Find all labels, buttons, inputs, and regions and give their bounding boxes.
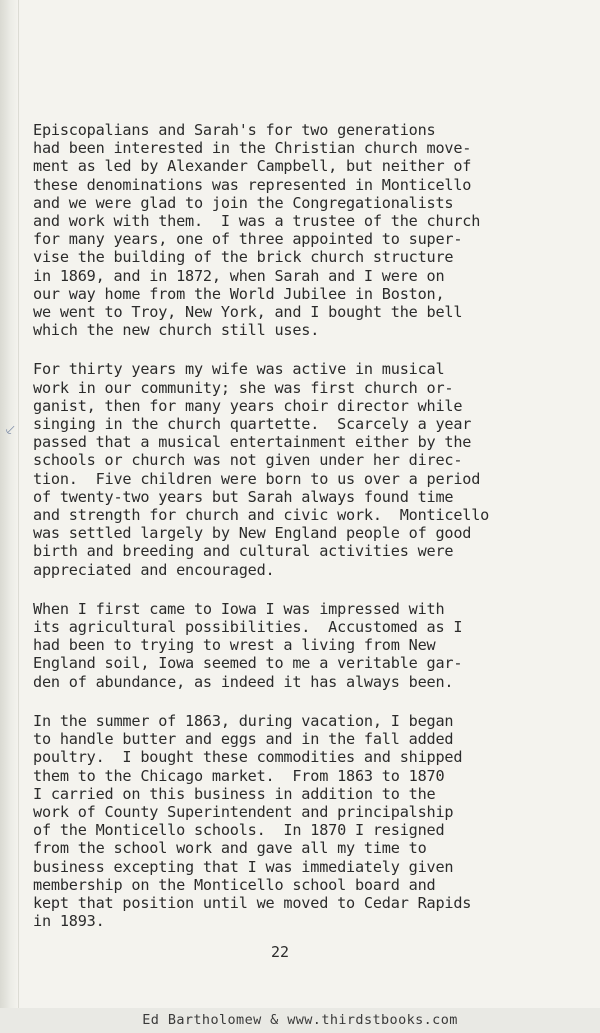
text-line: appreciated and encouraged. — [33, 560, 275, 579]
text-line: England soil, Iowa seemed to me a veritable gar- — [33, 654, 463, 673]
text-line: these denominations was represented in Monticello — [33, 175, 472, 194]
paragraph — [33, 600, 593, 691]
text-line: tion. Five children were born to us over a period — [33, 469, 481, 488]
text-line: vise the building of the brick church structure — [33, 248, 454, 267]
text-line: work in our community; she was first church or- — [33, 378, 454, 397]
body-text — [33, 121, 593, 951]
text-line: kept that position until we moved to Cedar Rapids — [33, 893, 472, 912]
text-line: ment as led by Alexander Campbell, but neither of — [33, 157, 472, 176]
text-line: and we were glad to join the Congregationalists — [33, 193, 454, 212]
text-line: In the summer of 1863, during vacation, I began — [33, 711, 454, 730]
text-line: had been to trying to wrest a living from New — [33, 636, 436, 655]
text-line: from the school work and gave all my time to — [33, 839, 427, 858]
text-line: and strength for church and civic work. Monticello — [33, 506, 490, 525]
page-number: 22 — [270, 943, 290, 961]
text-line: work of County Superintendent and principalship — [33, 802, 454, 821]
text-line: ganist, then for many years choir director while — [33, 396, 463, 415]
text-line: in 1893. — [33, 912, 105, 931]
paragraph — [33, 360, 593, 578]
text-line: its agricultural possibilities. Accustomed as I — [33, 618, 463, 637]
text-line: we went to Troy, New York, and I bought the bell — [33, 303, 463, 322]
text-line: schools or church was not given under her direc- — [33, 451, 463, 470]
text-line: them to the Chicago market. From 1863 to 1870 — [33, 766, 445, 785]
margin-pencil-mark: ⸔ — [4, 420, 17, 439]
text-line: our way home from the World Jubilee in Boston, — [33, 284, 445, 303]
text-line: to handle butter and eggs and in the fall added — [33, 730, 454, 749]
text-line: birth and breeding and cultural activities were — [33, 542, 454, 561]
text-line: business excepting that I was immediately given — [33, 857, 454, 876]
text-line: poultry. I bought these commodities and shipped — [33, 748, 463, 767]
text-line: Episcopalians and Sarah's for two generations — [33, 121, 436, 139]
footer-credit: Ed Bartholomew & www.thirdstbooks.com — [0, 1008, 600, 1033]
text-line: passed that a musical entertainment either by the — [33, 433, 472, 452]
text-line: When I first came to Iowa I was impressed with — [33, 599, 445, 618]
text-line: For thirty years my wife was active in musical — [33, 360, 445, 379]
text-line: singing in the church quartette. Scarcely a year — [33, 415, 472, 434]
text-line: of twenty-two years but Sarah always found time — [33, 487, 454, 506]
paragraph — [33, 712, 593, 930]
text-line: had been interested in the Christian church move- — [33, 139, 472, 158]
text-line: membership on the Monticello school board and — [33, 875, 436, 894]
text-line: I carried on this business in addition to the — [33, 784, 436, 803]
text-line: in 1869, and in 1872, when Sarah and I were on — [33, 266, 445, 285]
text-line: of the Monticello schools. In 1870 I resigned — [33, 821, 445, 840]
text-line: which the new church still uses. — [33, 321, 320, 340]
text-line: for many years, one of three appointed to super- — [33, 230, 463, 249]
text-line: and work with them. I was a trustee of the church — [33, 212, 481, 231]
page-binding-edge — [0, 0, 19, 1008]
paragraph — [33, 121, 593, 339]
text-line: was settled largely by New England people of good — [33, 524, 472, 543]
text-line: den of abundance, as indeed it has always been. — [33, 672, 454, 691]
